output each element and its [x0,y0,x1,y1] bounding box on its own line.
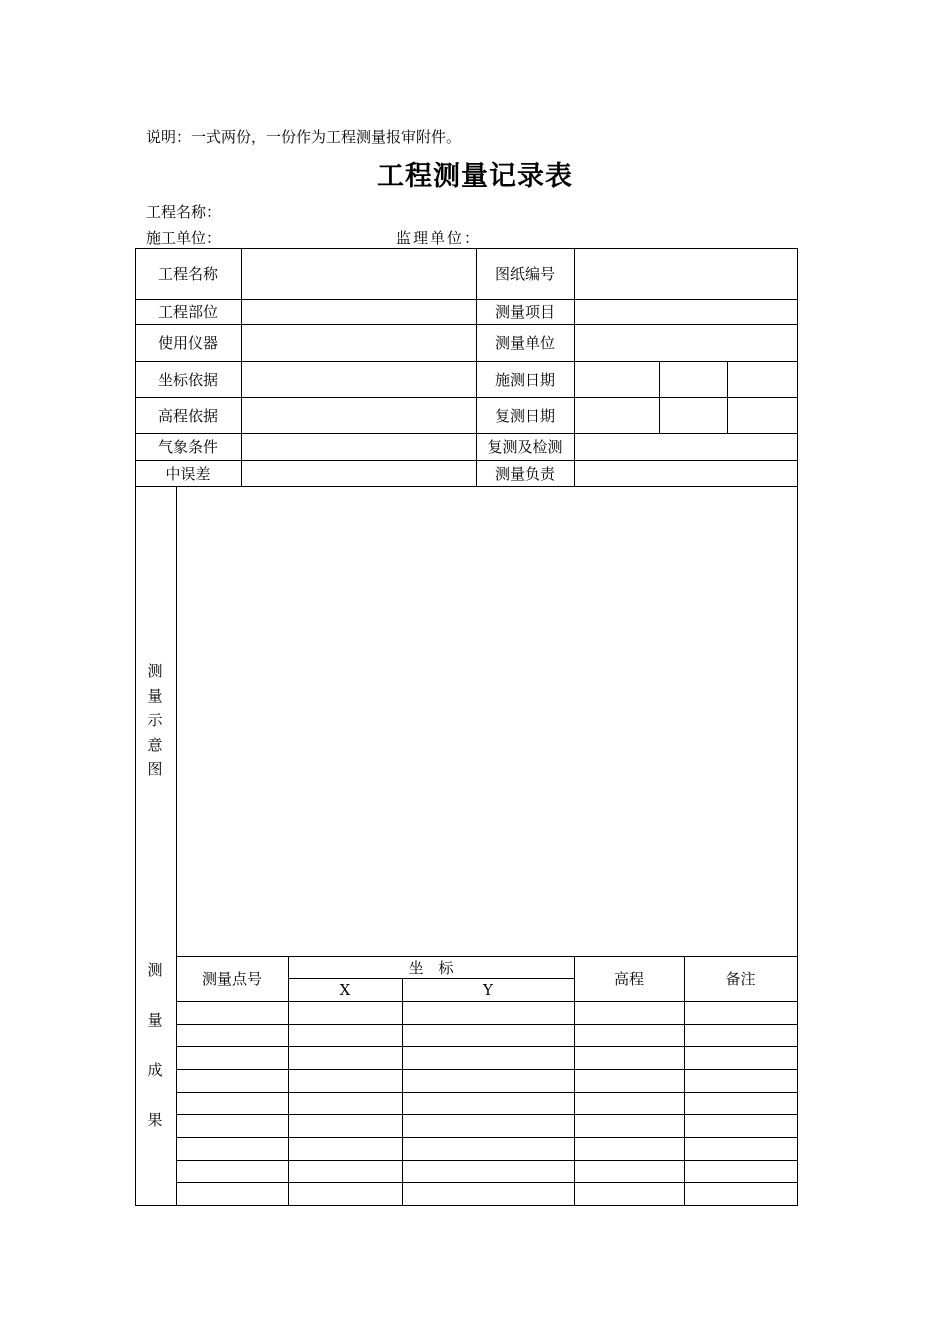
sketch-label [135,659,175,782]
table-border [797,248,798,1206]
results-label-char: 量 [147,1011,163,1029]
col-line [727,361,728,433]
row-line [176,1092,798,1093]
col-line [659,361,660,433]
row-line [176,1046,798,1047]
row-line [176,1069,798,1070]
label-survey-unit: 测量单位 [494,334,555,352]
col-y: Y [483,980,493,999]
row-line [176,1114,798,1115]
sketch-label-char: 测 [147,662,163,680]
label-recheck-inspect: 复测及检测 [487,438,563,456]
survey-record-table [135,248,798,1206]
label-mean-error: 中误差 [165,464,211,483]
header-construction-unit: 施工单位： [146,229,222,247]
label-weather: 气象条件 [157,438,218,456]
col-line [574,248,575,486]
results-label-char: 测 [147,961,163,979]
col-elevation: 高程 [613,970,644,988]
label-drawing-no: 图纸编号 [494,265,555,283]
col-point-no: 测量点号 [201,970,262,988]
label-recheck-date: 复测日期 [494,406,555,425]
col-remarks: 备注 [725,970,756,988]
sketch-label-char: 量 [147,686,163,705]
results-label-char: 成 [147,1061,163,1079]
label-survey-person: 测量负责 [494,464,555,483]
note-text: 说明：一式两份，一份作为工程测量报审附件。 [146,128,462,146]
label-elev-basis: 高程依据 [157,406,218,425]
label-instrument: 使用仪器 [157,334,218,352]
col-x: X [339,980,351,999]
row-line [176,1182,798,1183]
label-coord-basis: 坐标依据 [157,370,218,389]
table-border [135,1205,798,1206]
row-line [176,1137,798,1138]
row-line [176,1001,798,1002]
row-line [176,1160,798,1161]
label-project-part: 工程部位 [157,303,218,321]
sketch-label-char: 图 [147,760,163,778]
row-line [176,1024,798,1025]
header-project-name: 工程名称： [146,203,222,221]
label-survey-item: 测量项目 [494,303,555,321]
col-line [241,248,242,486]
results-label-char: 果 [147,1111,163,1129]
page-title: 工程测量记录表 [377,161,573,192]
label-survey-date: 施测日期 [494,370,555,389]
sketch-label-char: 意 [147,735,163,754]
label-project-name: 工程名称 [157,265,218,283]
sketch-area[interactable] [177,487,797,956]
col-coord: 坐 标 [408,958,454,977]
sketch-label-char: 示 [147,711,163,729]
header-supervision-unit: 监理单位： [396,229,482,247]
